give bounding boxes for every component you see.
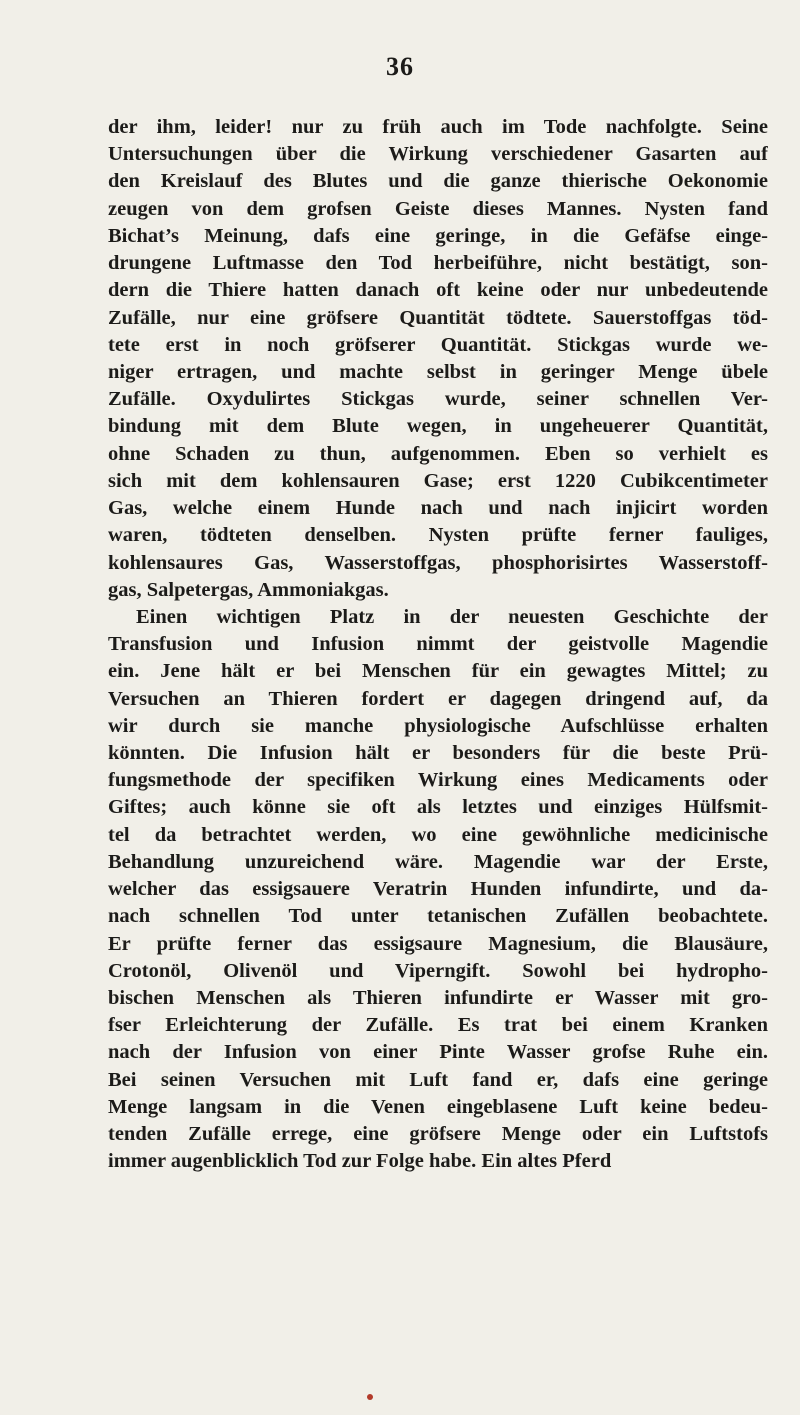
text-line: Menge langsam in die Venen eingeblasene Luft keine bedeu- [108, 1095, 768, 1118]
text-line: sich mit dem kohlensauren Gase; erst 1220 Cubikcentimeter [108, 469, 768, 492]
text-line: drungene Luftmasse den Tod herbeiführe, nicht bestätigt, son- [108, 252, 768, 275]
text-line: welcher das essigsauere Veratrin Hunden infundirte, und da- [108, 878, 768, 901]
text-line: waren, tödteten denselben. Nysten prüfte ferner fauliges, [108, 524, 768, 547]
text-line: ohne Schaden zu thun, aufgenommen. Eben so verhielt es [108, 442, 768, 465]
text-line: tenden Zufälle errege, eine gröfsere Menge oder ein Luftstofs [108, 1123, 768, 1146]
text-line: Gas, welche einem Hunde nach und nach injicirt worden [108, 497, 768, 520]
text-line: nach schnellen Tod unter tetanischen Zufällen beobachtete. [108, 905, 768, 928]
text-line: fser Erleichterung der Zufälle. Es trat bei einem Kranken [108, 1014, 768, 1037]
text-line: ein. Jene hält er bei Menschen für ein gewagtes Mittel; zu [108, 660, 768, 683]
text-line: fungsmethode der specifiken Wirkung eines Medicaments oder [108, 769, 768, 792]
text-line: Er prüfte ferner das essigsaure Magnesium, die Blausäure, [108, 932, 768, 955]
body-text [108, 114, 768, 1176]
text-line: bindung mit dem Blute wegen, in ungeheuerer Quantität, [108, 415, 768, 438]
text-line: Bei seinen Versuchen mit Luft fand er, dafs eine geringe [108, 1068, 768, 1091]
page-number: 36 [386, 52, 414, 81]
text-line: Behandlung unzureichend wäre. Magendie war der Erste, [108, 850, 768, 873]
text-line: dern die Thiere hatten danach oft keine oder nur unbedeutende [108, 279, 768, 302]
text-line: Zufälle, nur eine gröfsere Quantität tödtete. Sauerstoffgas töd- [108, 306, 768, 329]
text-line: tete erst in noch gröfserer Quantität. Stickgas wurde we- [108, 333, 768, 356]
text-line: bischen Menschen als Thieren infundirte er Wasser mit gro- [108, 987, 768, 1009]
text-line: wir durch sie manche physiologische Aufschlüsse erhalten [108, 714, 768, 737]
text-line: nach der Infusion von einer Pinte Wasser grofse Ruhe ein. [108, 1041, 768, 1064]
text-line: Transfusion und Infusion nimmt der geistvolle Magendie [108, 633, 768, 656]
text-line: Einen wichtigen Platz in der neuesten Geschichte der [136, 605, 768, 628]
text-line: gas, Salpetergas, Ammoniakgas. [108, 578, 389, 601]
ink-spot [367, 1394, 373, 1400]
text-line: könnten. Die Infusion hält er besonders für die beste Prü- [108, 742, 768, 765]
text-line: Bichat’s Meinung, dafs eine geringe, in die Gefäfse einge- [108, 224, 768, 247]
text-line: immer augenblicklich Tod zur Folge habe. Ein altes Pferd [108, 1150, 612, 1173]
text-line: tel da betrachtet werden, wo eine gewöhnliche medicinische [108, 823, 768, 846]
text-line: der ihm, leider! nur zu früh auch im Tode nachfolgte. Seine [108, 116, 768, 138]
text-line: Versuchen an Thieren fordert er dagegen dringend auf, da [108, 687, 768, 710]
text-line: Untersuchungen über die Wirkung verschiedener Gasarten auf [108, 143, 768, 166]
text-line: Giftes; auch könne sie oft als letztes und einziges Hülfsmit- [108, 796, 768, 819]
text-line: kohlensaures Gas, Wasserstoffgas, phosphorisirtes Wasserstoff- [108, 551, 768, 574]
text-line: zeugen von dem grofsen Geiste dieses Mannes. Nysten fand [108, 197, 768, 220]
text-line: Zufälle. Oxydulirtes Stickgas wurde, seiner schnellen Ver- [108, 388, 768, 411]
text-line: Crotonöl, Olivenöl und Viperngift. Sowohl bei hydropho- [108, 959, 768, 982]
text-line: den Kreislauf des Blutes und die ganze thierische Oekonomie [108, 170, 768, 193]
text-line: niger ertragen, und machte selbst in geringer Menge übele [108, 360, 768, 383]
